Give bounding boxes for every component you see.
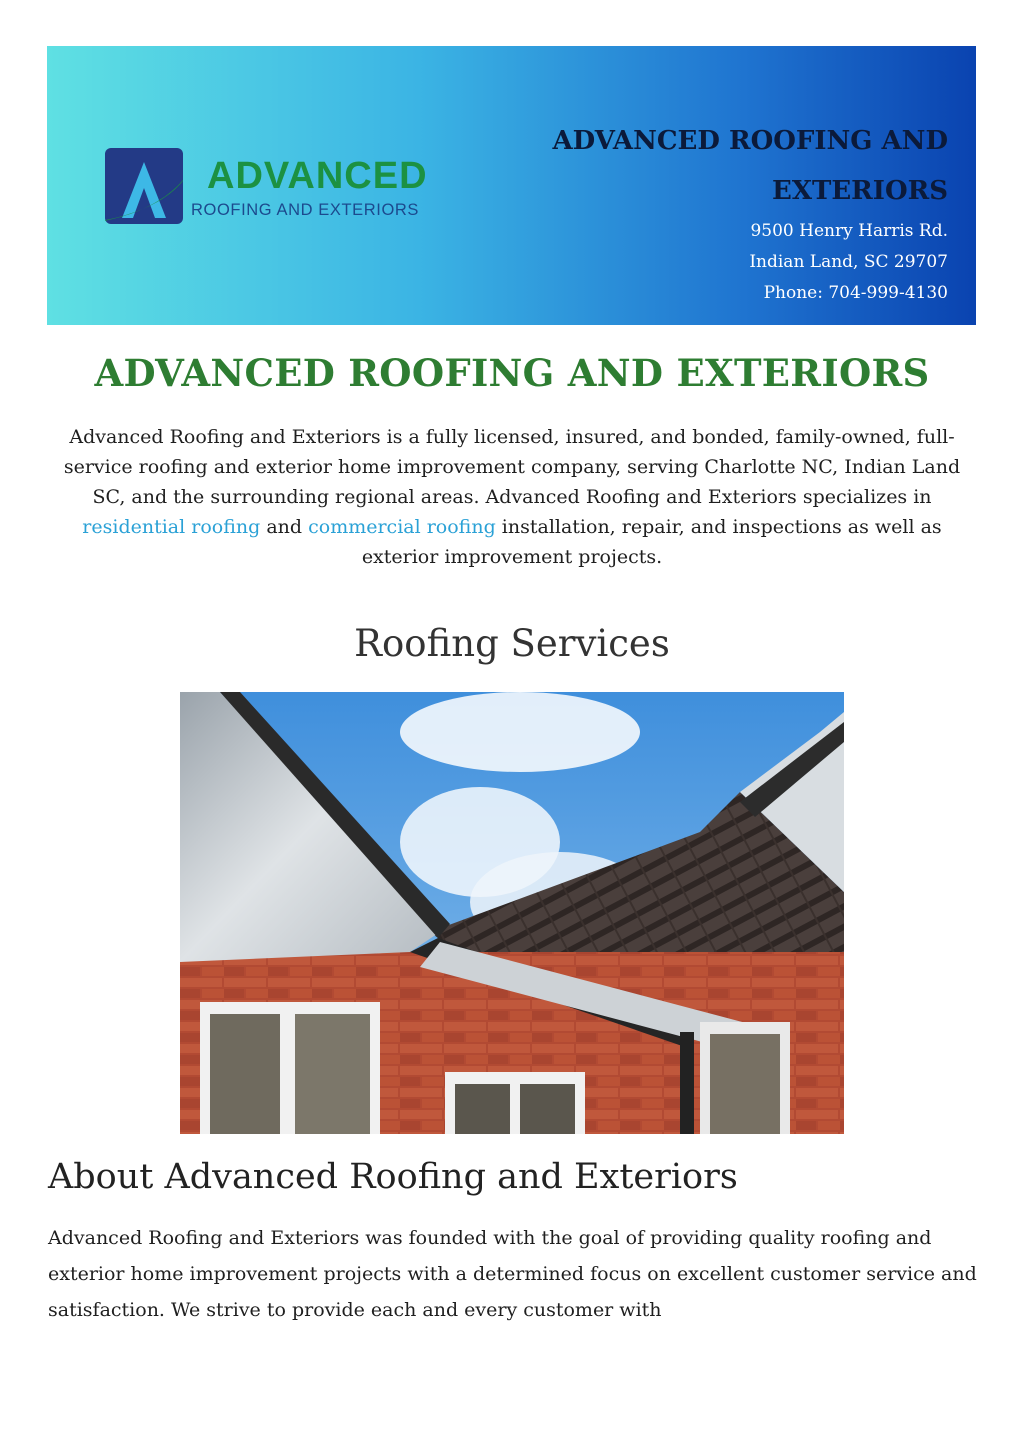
- commercial-roofing-link[interactable]: commercial roofing: [308, 516, 496, 538]
- company-name-line2: EXTERIORS: [772, 176, 948, 206]
- section-title-roofing-services: Roofing Services: [354, 622, 670, 665]
- address-city: Indian Land, SC 29707: [749, 252, 948, 272]
- intro-paragraph: [50, 422, 974, 572]
- company-contact-block: [488, 116, 948, 309]
- about-paragraph: Advanced Roofing and Exteriors was founded with the goal of providing quality roofing and exterior home improvement projects with a determined focus on excellent customer service and satisfaction. We strive to provide each and every customer with: [48, 1227, 977, 1321]
- header-banner: [47, 46, 976, 325]
- logo-tagline: ROOFING AND EXTERIORS: [191, 201, 420, 219]
- company-name-line1: ADVANCED ROOFING AND: [552, 126, 948, 156]
- page-title: ADVANCED ROOFING AND EXTERIORS: [94, 351, 930, 395]
- address-street: 9500 Henry Harris Rd.: [750, 221, 948, 241]
- roof-photo: [180, 692, 844, 1134]
- residential-roofing-link[interactable]: residential roofing: [82, 516, 261, 538]
- intro-text-3: installation, repair, and inspections as well as exterior improvement projects.: [361, 516, 942, 568]
- roof-photo-illustration: [180, 692, 844, 1134]
- intro-text-2: and: [260, 516, 309, 538]
- logo-wordmark: ADVANCED: [207, 155, 428, 197]
- about-section-title: About Advanced Roofing and Exteriors: [48, 1157, 738, 1197]
- intro-text-1: Advanced Roofing and Exteriors is a fully licensed, insured, and bonded, family-owned, full-service roofing and exterior home improvement company, serving Charlotte NC, Indian Land SC, and the surrounding regional areas. Advanced Roofing and Exteriors specializes in: [63, 426, 961, 508]
- logo-a-mark-icon: [105, 148, 183, 224]
- company-logo: [79, 148, 459, 228]
- phone-number: Phone: 704-999-4130: [763, 283, 948, 303]
